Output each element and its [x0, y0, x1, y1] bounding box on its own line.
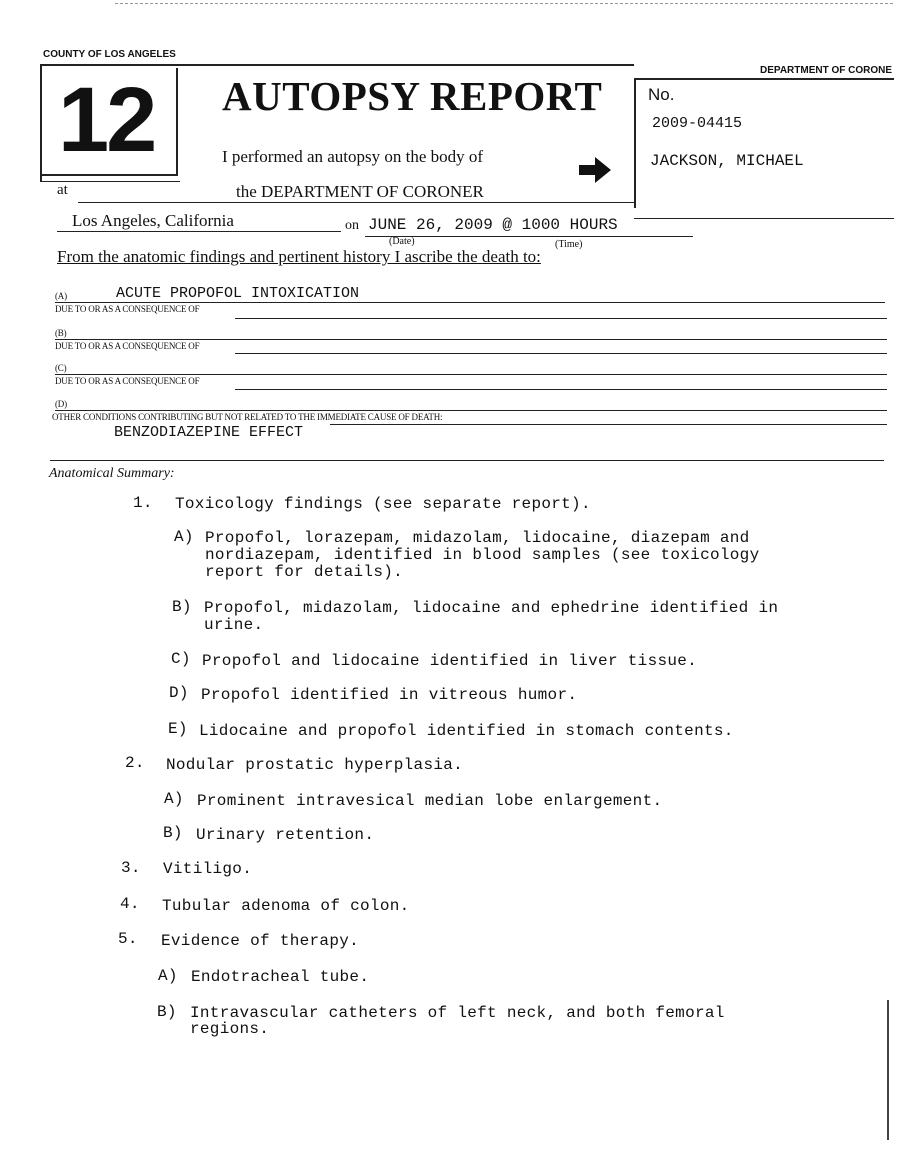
item-text: Tubular adenoma of colon.: [162, 897, 410, 915]
location-underline: [78, 202, 634, 203]
at-label: at: [57, 182, 68, 198]
scan-edge-top: [115, 3, 893, 4]
sub-text: Intravascular catheters of left neck, and both femoral regions.: [190, 1004, 725, 1038]
other-conditions-label: OTHER CONDITIONS CONTRIBUTING BUT NOT RELATED TO THE IMMEDIATE CAUSE OF DEATH:: [52, 412, 443, 422]
other-conditions-line: [330, 424, 887, 425]
sub-text: Propofol, lorazepam, midazolam, lidocaine, diazepam and nordiazepam, identified in blood samples (see toxicology report for details).: [205, 529, 760, 581]
item-number: 2.: [125, 754, 145, 772]
item-text: Toxicology findings (see separate report).: [175, 495, 591, 513]
cause-d-line: [55, 410, 887, 411]
cause-b2-line: [235, 353, 887, 354]
sub-text: Propofol and lidocaine identified in liver tissue.: [202, 652, 698, 670]
item-text: Nodular prostatic hyperplasia.: [166, 756, 464, 774]
sub-letter: B): [157, 1003, 177, 1021]
item-text: Vitiligo.: [163, 860, 253, 878]
sub-text: Propofol, midazolam, lidocaine and ephedrine identified in urine.: [204, 599, 779, 634]
cause-b-label: (B): [55, 328, 67, 338]
cause-c-label: (C): [55, 363, 67, 373]
sub-text: Prominent intravesical median lobe enlargement.: [197, 792, 663, 810]
city-value: Los Angeles, California: [72, 211, 234, 230]
time-caption: (Time): [555, 239, 583, 250]
performed-text: I performed an autopsy on the body of: [222, 147, 484, 166]
decedent-name: JACKSON, MICHAEL: [650, 152, 804, 170]
sub-letter: E): [168, 720, 188, 738]
sub-letter: A): [164, 790, 184, 808]
date-time-value: JUNE 26, 2009 @ 1000 HOURS: [368, 216, 618, 234]
summary-heading: Anatomical Summary:: [49, 466, 175, 481]
due-to-label-1: DUE TO OR AS A CONSEQUENCE OF: [55, 304, 200, 314]
right-arrow-icon: [577, 155, 613, 185]
scan-edge-right: [887, 1000, 889, 1140]
frame-divider: [634, 78, 636, 208]
sub-letter: A): [158, 967, 178, 985]
sub-text: Endotracheal tube.: [191, 968, 370, 986]
no-label: No.: [648, 85, 675, 104]
frame-case-bottom: [634, 218, 894, 219]
on-label: on: [345, 218, 359, 233]
item-number: 3.: [121, 859, 141, 877]
due-to-label-3: DUE TO OR AS A CONSEQUENCE OF: [55, 376, 200, 386]
item-number: 5.: [118, 930, 138, 948]
cause-c-line: [55, 374, 887, 375]
cause-a-label: (A): [55, 291, 67, 301]
sub-text: Urinary retention.: [196, 826, 375, 844]
page-number: 12: [58, 69, 155, 171]
sub-letter: B): [172, 598, 192, 616]
sub-letter: A): [174, 528, 194, 546]
cause-intro: From the anatomic findings and pertinent history I ascribe the death to:: [57, 247, 541, 266]
cause-a-value: ACUTE PROPOFOL INTOXICATION: [116, 285, 360, 302]
cause-c2-line: [235, 389, 887, 390]
case-number: 2009-04415: [652, 115, 743, 132]
cause-b-line: [55, 339, 887, 340]
city-underline: [57, 231, 341, 232]
item-number: 1.: [133, 494, 153, 512]
other-conditions-bottom-line: [50, 460, 884, 461]
sub-text: Lidocaine and propofol identified in stomach contents.: [199, 722, 734, 740]
county-label: COUNTY OF LOS ANGELES: [43, 49, 176, 60]
cause-a-line: [55, 302, 885, 303]
cause-d-label: (D): [55, 399, 67, 409]
cause-a2-line: [235, 318, 887, 319]
date-caption: (Date): [389, 236, 415, 247]
other-conditions-value: BENZODIAZEPINE EFFECT: [114, 424, 304, 441]
sub-letter: B): [163, 824, 183, 842]
frame-top-left: [40, 64, 634, 66]
sub-text: Propofol identified in vitreous humor.: [201, 686, 578, 704]
item-text: Evidence of therapy.: [161, 932, 360, 950]
report-title: AUTOPSY REPORT: [222, 73, 603, 119]
item-number: 4.: [120, 895, 140, 913]
due-to-label-2: DUE TO OR AS A CONSEQUENCE OF: [55, 341, 200, 351]
location-value: the DEPARTMENT OF CORONER: [236, 182, 484, 201]
sub-letter: D): [169, 684, 189, 702]
frame-top-right: [634, 78, 894, 80]
department-label: DEPARTMENT OF CORONE: [760, 65, 893, 76]
sub-letter: C): [171, 650, 191, 668]
